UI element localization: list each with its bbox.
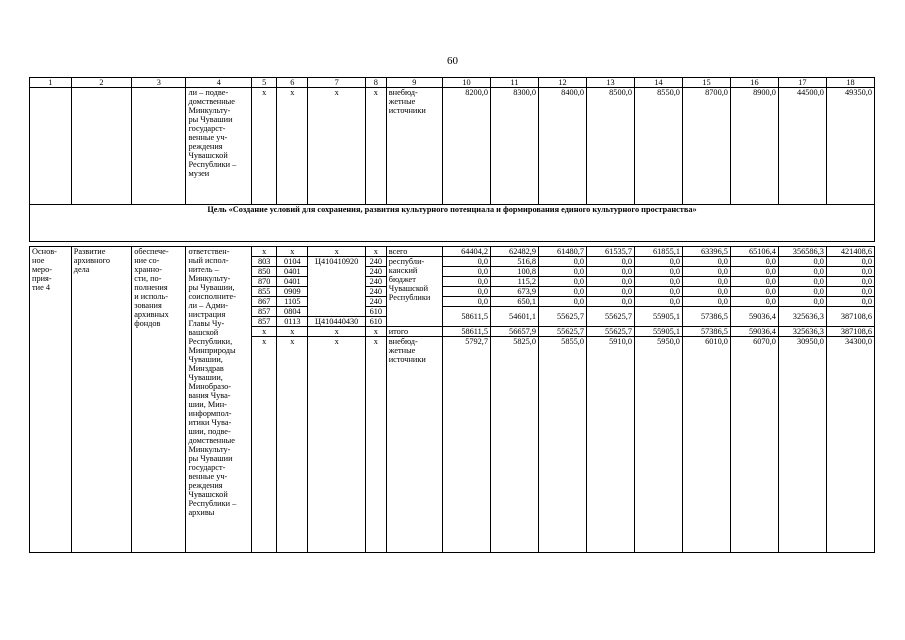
value-cell: 0,0 [682, 267, 730, 277]
cell: 855 [252, 287, 277, 297]
funding-source-line: канский [388, 266, 418, 275]
value-cell: 0,0 [826, 267, 874, 277]
value-cell: 0,0 [826, 257, 874, 267]
cell: х [365, 247, 386, 257]
funding-source-line: жетные [388, 346, 416, 355]
cell: 610 [365, 317, 386, 327]
value-cell: 30950,0 [778, 337, 826, 553]
value-cell: 0,0 [730, 277, 778, 287]
value-cell: 0,0 [730, 297, 778, 307]
value-cell: 55905,1 [634, 307, 682, 327]
value-cell: 0,0 [730, 267, 778, 277]
value-cell: 49350,0 [826, 88, 874, 205]
value-cell: 0,0 [826, 287, 874, 297]
value-cell: 0,0 [539, 267, 587, 277]
value-cell: 673,9 [491, 287, 539, 297]
executor-line: Минздрав [188, 364, 224, 373]
value-cell: 0,0 [443, 277, 491, 287]
value-cell: 59036,4 [730, 307, 778, 327]
value-cell: 63396,5 [682, 247, 730, 257]
cell: 240 [365, 297, 386, 307]
value-cell: 0,0 [778, 277, 826, 287]
value-cell: 8550,0 [634, 88, 682, 205]
value-cell: 421408,6 [826, 247, 874, 257]
cell: 803 [252, 257, 277, 267]
funding-source-line: Чувашской [388, 284, 429, 293]
measure-type-line: тие 4 [32, 283, 50, 292]
executor-line: ли – подве- [188, 88, 229, 97]
executor-line: итики Чува- [188, 418, 232, 427]
value-cell: 0,0 [634, 277, 682, 287]
value-cell: 57386,5 [682, 307, 730, 327]
value-cell: 0,0 [778, 257, 826, 267]
column-number: 15 [682, 78, 730, 88]
value-cell: 0,0 [826, 277, 874, 287]
cell: 857 [252, 317, 277, 327]
value-cell: 8500,0 [587, 88, 635, 205]
value-cell: 58611,5 [443, 327, 491, 337]
cell: 240 [365, 257, 386, 267]
column-number: 12 [539, 78, 587, 88]
cell: Ц410440430 [308, 317, 365, 327]
cell: х [252, 337, 277, 553]
funding-source-line: источники [388, 355, 426, 364]
executor-line: Чувашии, [188, 373, 223, 382]
value-cell: 8900,0 [730, 88, 778, 205]
cell [30, 88, 72, 205]
measure-goal-line: полнения [134, 283, 168, 292]
executor-line: государст- [188, 463, 226, 472]
column-number: 13 [587, 78, 635, 88]
value-cell: 0,0 [587, 277, 635, 287]
cell: х [308, 247, 365, 257]
value-cell: 387108,6 [826, 307, 874, 327]
measure-goal-line: фондов [134, 319, 161, 328]
executor-line: Республики – [188, 160, 237, 169]
column-number: 10 [443, 78, 491, 88]
executor-line: государст- [188, 124, 226, 133]
funding-source-line: Республики [388, 293, 431, 302]
cell: 870 [252, 277, 277, 287]
value-cell: 5825,0 [491, 337, 539, 553]
cell: х [277, 88, 308, 205]
value-cell: 5792,7 [443, 337, 491, 553]
executor-line: ры Чувашии [188, 115, 233, 124]
cell: х [277, 247, 308, 257]
measure-name-line: Развитие [73, 247, 106, 256]
column-number: 3 [132, 78, 186, 88]
cell: х [252, 88, 277, 205]
value-cell: 61480,7 [539, 247, 587, 257]
value-cell: 59036,4 [730, 327, 778, 337]
column-number: 9 [386, 78, 442, 88]
cell: 0909 [277, 287, 308, 297]
executor-line: нистрация [188, 310, 226, 319]
executor-line: Минприроды [188, 346, 236, 355]
cell: х [277, 327, 308, 337]
value-cell: 0,0 [682, 297, 730, 307]
value-cell: 62482,9 [491, 247, 539, 257]
measure-name-cell [71, 247, 132, 553]
cell: 0401 [277, 267, 308, 277]
value-cell: 0,0 [587, 257, 635, 267]
measure-goal-cell [132, 247, 186, 553]
value-cell: 5950,0 [634, 337, 682, 553]
column-number: 8 [365, 78, 386, 88]
column-number: 6 [277, 78, 308, 88]
value-cell: 5855,0 [539, 337, 587, 553]
value-cell: 57386,5 [682, 327, 730, 337]
cell: 0104 [277, 257, 308, 267]
executor-line: архивы [188, 508, 215, 517]
column-number: 17 [778, 78, 826, 88]
value-cell: 55625,7 [539, 327, 587, 337]
value-cell: 55905,1 [634, 327, 682, 337]
cell: х [277, 337, 308, 553]
cell: 0113 [277, 317, 308, 327]
value-cell: 325636,3 [778, 327, 826, 337]
executor-line: ли – Адми- [188, 301, 228, 310]
funding-source-line: бюджет [388, 275, 416, 284]
value-cell: 0,0 [587, 267, 635, 277]
budget-table [29, 77, 875, 553]
executor-line: ры Чувашии, [188, 283, 235, 292]
value-cell: 0,0 [730, 287, 778, 297]
value-cell: 650,1 [491, 297, 539, 307]
cell: 1105 [277, 297, 308, 307]
value-cell: 5910,0 [587, 337, 635, 553]
executor-line: Минкульту- [188, 106, 231, 115]
cell: 240 [365, 267, 386, 277]
funding-source-line: источники [388, 106, 426, 115]
value-cell: 64404,2 [443, 247, 491, 257]
funding-source-line: внебюд- [388, 88, 418, 97]
cell: 850 [252, 267, 277, 277]
page-number: 60 [447, 55, 458, 67]
value-cell: 0,0 [682, 287, 730, 297]
funding-source-line: республи- [388, 257, 425, 266]
executor-line: вашской [188, 328, 219, 337]
value-cell: 516,8 [491, 257, 539, 267]
executor-cell [186, 247, 252, 553]
value-cell: 100,8 [491, 267, 539, 277]
column-number: 5 [252, 78, 277, 88]
measure-goal-line: обеспече- [134, 247, 169, 256]
value-cell: 55625,7 [539, 307, 587, 327]
executor-line: Минобразо- [188, 382, 232, 391]
cell: х [308, 88, 365, 205]
value-cell: 0,0 [634, 257, 682, 267]
value-cell: 387108,6 [826, 327, 874, 337]
executor-line: ный испол- [188, 256, 229, 265]
funding-source-line: внебюд- [388, 337, 418, 346]
value-cell: 0,0 [778, 297, 826, 307]
executor-line: венные уч- [188, 133, 228, 142]
measure-goal-line: сти, по- [134, 274, 162, 283]
value-cell: 6070,0 [730, 337, 778, 553]
measure-goal-line: архивных [134, 310, 169, 319]
cell: х [308, 337, 365, 553]
value-cell: 0,0 [634, 287, 682, 297]
executor-line: Минкульту- [188, 274, 231, 283]
value-cell: 0,0 [539, 297, 587, 307]
cell: х [365, 327, 386, 337]
cell: х [308, 327, 365, 337]
executor-line: домственные [188, 436, 235, 445]
funding-source-cell [386, 337, 442, 553]
cell: х [365, 337, 386, 553]
column-number: 4 [186, 78, 252, 88]
value-cell: 0,0 [539, 257, 587, 267]
executor-line: Республики, [188, 337, 233, 346]
value-cell: 325636,3 [778, 307, 826, 327]
value-cell: 0,0 [682, 257, 730, 267]
measure-type-line: меро- [32, 265, 52, 274]
executor-line: венные уч- [188, 472, 228, 481]
value-cell: 0,0 [634, 267, 682, 277]
column-number: 2 [71, 78, 132, 88]
funding-source-cell [386, 257, 442, 327]
cell: 240 [365, 277, 386, 287]
value-cell: 55625,7 [587, 307, 635, 327]
cell: 867 [252, 297, 277, 307]
executor-line: домственные [188, 97, 235, 106]
value-cell: 0,0 [634, 297, 682, 307]
cell: х [252, 327, 277, 337]
value-cell: 55625,7 [587, 327, 635, 337]
value-cell: 0,0 [443, 257, 491, 267]
value-cell: 61855,1 [634, 247, 682, 257]
table-row [30, 88, 875, 205]
value-cell: 8300,0 [491, 88, 539, 205]
value-cell: 65106,4 [730, 247, 778, 257]
value-cell: 356586,3 [778, 247, 826, 257]
value-cell: 0,0 [587, 297, 635, 307]
value-cell: 0,0 [587, 287, 635, 297]
measure-type-line: Основ- [32, 247, 57, 256]
value-cell: 8200,0 [443, 88, 491, 205]
funding-source-line: жетные [388, 97, 416, 106]
executor-line: реждения [188, 142, 223, 151]
column-number: 7 [308, 78, 365, 88]
executor-cell [186, 88, 252, 205]
value-cell: 44500,0 [778, 88, 826, 205]
value-cell: 6010,0 [682, 337, 730, 553]
cell [71, 88, 132, 205]
column-number: 18 [826, 78, 874, 88]
executor-line: шии, подве- [188, 427, 231, 436]
value-cell: 0,0 [730, 257, 778, 267]
executor-line: Чувашской [188, 490, 228, 499]
value-cell: 54601,1 [491, 307, 539, 327]
value-cell: 34300,0 [826, 337, 874, 553]
value-cell: 58611,5 [443, 307, 491, 327]
value-cell: 0,0 [539, 287, 587, 297]
value-cell: 0,0 [539, 277, 587, 287]
value-cell: 0,0 [443, 287, 491, 297]
measure-type-line: ное [32, 256, 45, 265]
value-cell: 56657,9 [491, 327, 539, 337]
funding-source-cell: итого [386, 327, 442, 337]
measure-name-line: дела [73, 265, 90, 274]
column-number: 1 [30, 78, 72, 88]
executor-line: ры Чувашии [188, 454, 233, 463]
cell: 610 [365, 307, 386, 317]
value-cell: 61535,7 [587, 247, 635, 257]
cell: 857 [252, 307, 277, 317]
executor-line: шии, Мин- [188, 400, 227, 409]
cell [132, 88, 186, 205]
value-cell: 0,0 [778, 287, 826, 297]
column-number-row [30, 78, 875, 88]
funding-source-cell: всего [386, 247, 442, 257]
executor-line: Чувашской [188, 151, 228, 160]
executor-line: Чувашии, [188, 355, 223, 364]
executor-line: вания Чува- [188, 391, 231, 400]
executor-line: Республики – [188, 499, 237, 508]
value-cell: 0,0 [443, 267, 491, 277]
value-cell: 0,0 [682, 277, 730, 287]
executor-line: музеи [188, 169, 210, 178]
cell: 0804 [277, 307, 308, 317]
column-number: 14 [634, 78, 682, 88]
target-article-cell: Ц410410920 [308, 257, 365, 317]
column-number: 16 [730, 78, 778, 88]
value-cell: 0,0 [778, 267, 826, 277]
value-cell: 8700,0 [682, 88, 730, 205]
measure-type-line: прия- [32, 274, 52, 283]
cell: 240 [365, 287, 386, 297]
executor-line: реждения [188, 481, 223, 490]
table-row [30, 247, 875, 257]
goal-heading: Цель «Создание условий для сохранения, развития культурного потенциала и формирования единого культурного пространства» [30, 205, 875, 242]
executor-line: информпол- [188, 409, 232, 418]
value-cell: 8400,0 [539, 88, 587, 205]
executor-line: соисполните- [188, 292, 236, 301]
executor-line: Главы Чу- [188, 319, 225, 328]
measure-goal-line: зования [134, 301, 162, 310]
cell: х [252, 247, 277, 257]
value-cell: 0,0 [826, 297, 874, 307]
executor-line: нитель – [188, 265, 219, 274]
column-number: 11 [491, 78, 539, 88]
executor-line: ответствен- [188, 247, 230, 256]
measure-name-line: архивного [73, 256, 110, 265]
measure-goal-line: хранно- [134, 265, 162, 274]
measure-type-cell [30, 247, 72, 553]
funding-source-cell [386, 88, 442, 205]
executor-line: Минкульту- [188, 445, 231, 454]
value-cell: 0,0 [443, 297, 491, 307]
cell: 0401 [277, 277, 308, 287]
measure-goal-line: и исполь- [134, 292, 169, 301]
cell: х [365, 88, 386, 205]
value-cell: 115,2 [491, 277, 539, 287]
measure-goal-line: ние со- [134, 256, 160, 265]
goal-row [30, 205, 875, 242]
